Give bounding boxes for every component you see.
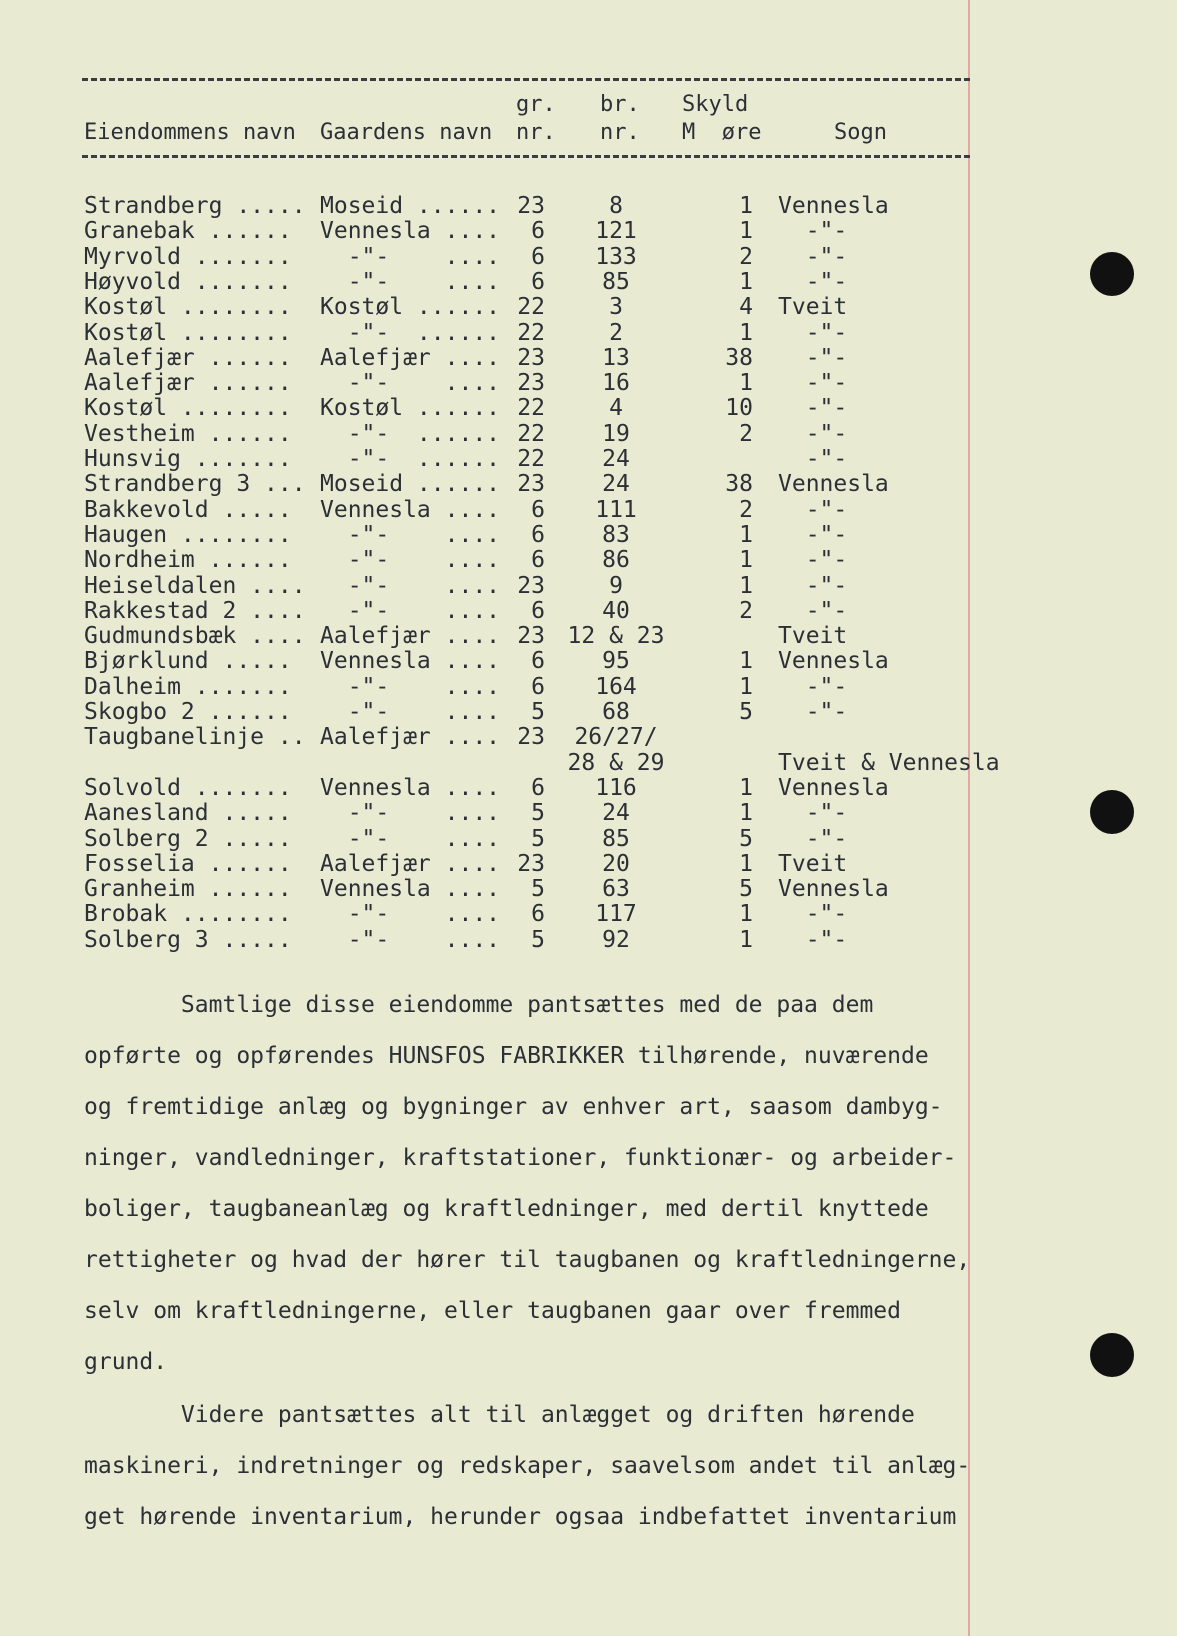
parish: -"- <box>778 673 848 700</box>
property-name: Strandberg ..... <box>84 193 306 219</box>
table-row <box>0 649 1177 674</box>
paragraph-line: maskineri, indretninger og redskaper, saavelsom andet til anlæg- <box>84 1453 971 1479</box>
gr-number: 22 <box>517 420 545 447</box>
table-row <box>0 270 1177 295</box>
br-number: 117 <box>595 901 637 928</box>
paragraph-line: rettigheter og hvad der hører til taugbanen og kraftledningerne, <box>84 1247 971 1273</box>
br-number: 111 <box>595 496 637 523</box>
gr-number: 6 <box>531 268 545 295</box>
gr-number: 22 <box>517 319 545 346</box>
skyld-value: 38 <box>725 471 753 498</box>
parish: -"- <box>778 547 848 574</box>
farm-name: Aalefjær .... <box>320 623 501 650</box>
skyld-value: 1 <box>739 901 753 928</box>
property-name: Rakkestad 2 .... <box>84 597 306 624</box>
gr-number: 6 <box>531 648 545 675</box>
gr-number: 22 <box>517 395 545 422</box>
property-name: Heiseldalen .... <box>84 572 306 599</box>
table-row <box>0 751 1177 776</box>
skyld-value: 2 <box>739 597 753 624</box>
gr-number: 6 <box>531 496 545 523</box>
skyld-value: 1 <box>739 547 753 574</box>
br-number: 164 <box>595 673 637 700</box>
br-number: 3 <box>609 294 623 321</box>
br-number: 28 & 29 <box>567 749 665 776</box>
farm-name: Kostøl ...... <box>320 294 501 321</box>
paragraph-line: grund. <box>84 1349 168 1375</box>
gr-number: 6 <box>531 774 545 801</box>
farm-name: Vennesla .... <box>320 774 501 801</box>
paragraph-2 <box>84 1390 974 1543</box>
farm-name: -"- .... <box>320 547 501 574</box>
farm-name: Aalefjær .... <box>320 850 501 877</box>
skyld-value: 2 <box>739 496 753 523</box>
parish: -"- <box>778 825 848 852</box>
header-sogn: Sogn <box>834 120 887 145</box>
br-number: 85 <box>602 825 630 852</box>
parish: -"- <box>778 800 848 827</box>
table-row <box>0 675 1177 700</box>
parish: -"- <box>778 572 848 599</box>
property-name: Vestheim ...... <box>84 420 292 447</box>
table-row <box>0 700 1177 725</box>
property-name: Myrvold ....... <box>84 243 292 270</box>
gr-number: 6 <box>531 901 545 928</box>
paragraph-line: get hørende inventarium, herunder ogsaa indbefattet inventarium <box>84 1504 957 1530</box>
property-name: Nordheim ...... <box>84 547 292 574</box>
skyld-value: 2 <box>739 420 753 447</box>
paragraph-line: selv om kraftledningerne, eller taugbanen gaar over fremmed <box>84 1298 901 1324</box>
farm-name: -"- .... <box>320 572 501 599</box>
punch-hole <box>1090 1333 1134 1377</box>
skyld-value: 1 <box>739 850 753 877</box>
parish: -"- <box>778 218 848 245</box>
gr-number: 5 <box>531 825 545 852</box>
parish: -"- <box>778 926 848 953</box>
parish: Tveit <box>778 623 848 650</box>
gr-number: 5 <box>531 926 545 953</box>
parish: Vennesla <box>778 471 889 498</box>
parish: -"- <box>778 699 848 725</box>
gr-number: 6 <box>531 597 545 624</box>
br-number: 4 <box>609 395 623 422</box>
parish: Vennesla <box>778 774 889 801</box>
paragraph-line: ninger, vandledninger, kraftstationer, funktionær- og arbeider- <box>84 1145 957 1171</box>
skyld-value: 5 <box>739 876 753 903</box>
header-eiendommens-navn: Eiendommens navn <box>84 120 296 145</box>
table-row <box>0 624 1177 649</box>
property-name: Brobak ........ <box>84 901 292 928</box>
skyld-value: 1 <box>739 673 753 700</box>
gr-number: 6 <box>531 521 545 548</box>
gr-number: 6 <box>531 243 545 270</box>
property-name: Dalheim ....... <box>84 673 292 700</box>
parish: -"- <box>778 496 848 523</box>
skyld-value: 1 <box>739 648 753 675</box>
br-number: 9 <box>609 572 623 599</box>
br-number: 13 <box>602 344 630 371</box>
property-name: Aalefjær ...... <box>84 344 292 371</box>
farm-name: -"- ...... <box>320 319 501 346</box>
parish: -"- <box>778 446 848 472</box>
property-name: Hunsvig ....... <box>84 446 292 472</box>
br-number: 8 <box>609 193 623 219</box>
parish: Tveit <box>778 850 848 877</box>
gr-number: 6 <box>531 547 545 574</box>
br-number: 95 <box>602 648 630 675</box>
br-number: 68 <box>602 699 630 725</box>
property-name: Granheim ...... <box>84 876 292 903</box>
farm-name: -"- .... <box>320 673 501 700</box>
header-gr-top: gr. <box>516 92 556 117</box>
farm-name: -"- .... <box>320 243 501 270</box>
br-number: 121 <box>595 218 637 245</box>
property-name: Aanesland ..... <box>84 800 292 827</box>
br-number: 40 <box>602 597 630 624</box>
property-name: Kostøl ........ <box>84 294 292 321</box>
farm-name: Vennesla .... <box>320 876 501 903</box>
top-rule <box>82 78 970 81</box>
br-number: 24 <box>602 800 630 827</box>
farm-name: Aalefjær .... <box>320 724 501 751</box>
parish: -"- <box>778 420 848 447</box>
table-row <box>0 776 1177 801</box>
header-skyld-top: Skyld <box>682 92 749 117</box>
skyld-value: 1 <box>739 218 753 245</box>
farm-name: -"- ...... <box>320 420 501 447</box>
farm-name: -"- .... <box>320 699 501 725</box>
table-row <box>0 219 1177 244</box>
skyld-value: 1 <box>739 370 753 397</box>
property-name: Gudmundsbæk .... <box>84 623 306 650</box>
farm-name: -"- ...... <box>320 446 501 472</box>
parish: Tveit & Vennesla <box>778 749 1000 776</box>
farm-name: -"- .... <box>320 597 501 624</box>
property-name: Aalefjær ...... <box>84 370 292 397</box>
br-number: 63 <box>602 876 630 903</box>
gr-number: 5 <box>531 800 545 827</box>
table-row <box>0 422 1177 447</box>
property-name: Taugbanelinje .. <box>84 724 306 751</box>
table-row <box>0 599 1177 624</box>
gr-number: 23 <box>517 344 545 371</box>
property-name: Skogbo 2 ...... <box>84 699 292 725</box>
table-row <box>0 447 1177 472</box>
farm-name: Kostøl ...... <box>320 395 501 422</box>
parish: -"- <box>778 370 848 397</box>
parish: -"- <box>778 901 848 928</box>
paragraph-line: Samtlige disse eiendomme pantsættes med de paa dem <box>84 992 874 1018</box>
skyld-value: 2 <box>739 243 753 270</box>
parish: -"- <box>778 268 848 295</box>
header-br-bottom: nr. <box>600 120 640 145</box>
gr-number: 5 <box>531 699 545 725</box>
paragraph-line: opførte og opførendes HUNSFOS FABRIKKER tilhørende, nuværende <box>84 1043 929 1069</box>
header-br-top: br. <box>600 92 640 117</box>
parish: -"- <box>778 319 848 346</box>
farm-name: -"- .... <box>320 268 501 295</box>
parish: -"- <box>778 597 848 624</box>
br-number: 24 <box>602 446 630 472</box>
parish: -"- <box>778 243 848 270</box>
skyld-value: 10 <box>725 395 753 422</box>
property-name: Granebak ...... <box>84 218 292 245</box>
parish: -"- <box>778 521 848 548</box>
table-row <box>0 194 1177 219</box>
br-number: 85 <box>602 268 630 295</box>
gr-number: 23 <box>517 724 545 751</box>
farm-name: Moseid ...... <box>320 193 501 219</box>
header-gr-bottom: nr. <box>516 120 556 145</box>
parish: Vennesla <box>778 876 889 903</box>
skyld-value: 5 <box>739 825 753 852</box>
gr-number: 23 <box>517 572 545 599</box>
br-number: 83 <box>602 521 630 548</box>
farm-name: -"- .... <box>320 521 501 548</box>
skyld-value: 1 <box>739 800 753 827</box>
table-row <box>0 852 1177 877</box>
gr-number: 6 <box>531 218 545 245</box>
br-number: 19 <box>602 420 630 447</box>
table-row <box>0 245 1177 270</box>
property-name: Fosselia ...... <box>84 850 292 877</box>
table-row <box>0 472 1177 497</box>
skyld-value: 1 <box>739 774 753 801</box>
gr-number: 23 <box>517 471 545 498</box>
table-row <box>0 877 1177 902</box>
gr-number: 23 <box>517 623 545 650</box>
parish: Tveit <box>778 294 848 321</box>
property-name: Haugen ........ <box>84 521 292 548</box>
paragraph-line: og fremtidige anlæg og bygninger av enhver art, saasom dambyg- <box>84 1094 943 1120</box>
paragraph-line: boliger, taugbaneanlæg og kraftledninger, med dertil knyttede <box>84 1196 929 1222</box>
skyld-value: 1 <box>739 268 753 295</box>
br-number: 16 <box>602 370 630 397</box>
br-number: 133 <box>595 243 637 270</box>
farm-name: Vennesla .... <box>320 648 501 675</box>
gr-number: 23 <box>517 370 545 397</box>
table-row <box>0 548 1177 573</box>
property-name: Solvold ....... <box>84 774 292 801</box>
br-number: 92 <box>602 926 630 953</box>
skyld-value: 4 <box>739 294 753 321</box>
skyld-value: 1 <box>739 521 753 548</box>
farm-name: Moseid ...... <box>320 471 501 498</box>
farm-name: Aalefjær .... <box>320 344 501 371</box>
header-gaardens-navn: Gaardens navn <box>320 120 493 145</box>
property-name: Bakkevold ..... <box>84 496 292 523</box>
parish: Vennesla <box>778 648 889 675</box>
gr-number: 22 <box>517 294 545 321</box>
property-name: Bjørklund ..... <box>84 648 292 675</box>
skyld-value: 1 <box>739 319 753 346</box>
farm-name: -"- .... <box>320 825 501 852</box>
skyld-value: 1 <box>739 926 753 953</box>
skyld-value: 5 <box>739 699 753 725</box>
table-row <box>0 523 1177 548</box>
table-row <box>0 725 1177 750</box>
paragraph-line: Videre pantsættes alt til anlægget og driften hørende <box>84 1402 915 1428</box>
br-number: 26/27/ <box>574 724 658 751</box>
br-number: 86 <box>602 547 630 574</box>
property-name: Kostøl ........ <box>84 319 292 346</box>
br-number: 116 <box>595 774 637 801</box>
farm-name: -"- .... <box>320 370 501 397</box>
gr-number: 23 <box>517 193 545 219</box>
table-row <box>0 902 1177 927</box>
farm-name: -"- .... <box>320 901 501 928</box>
table-row <box>0 371 1177 396</box>
property-name: Høyvold ....... <box>84 268 292 295</box>
skyld-value: 38 <box>725 344 753 371</box>
gr-number: 22 <box>517 446 545 472</box>
farm-name: -"- .... <box>320 800 501 827</box>
table-row <box>0 396 1177 421</box>
parish: Vennesla <box>778 193 889 219</box>
table-row <box>0 928 1177 953</box>
skyld-value: 1 <box>739 572 753 599</box>
br-number: 2 <box>609 319 623 346</box>
gr-number: 23 <box>517 850 545 877</box>
br-number: 12 & 23 <box>567 623 665 650</box>
farm-name: -"- .... <box>320 926 501 953</box>
br-number: 24 <box>602 471 630 498</box>
property-name: Solberg 3 ..... <box>84 926 292 953</box>
table-row <box>0 574 1177 599</box>
gr-number: 6 <box>531 673 545 700</box>
parish: -"- <box>778 344 848 371</box>
table-row <box>0 498 1177 523</box>
skyld-value: 1 <box>739 193 753 219</box>
property-name: Kostøl ........ <box>84 395 292 422</box>
parish: -"- <box>778 395 848 422</box>
header-skyld-bottom: M øre <box>682 120 762 145</box>
farm-name: Vennesla .... <box>320 496 501 523</box>
br-number: 20 <box>602 850 630 877</box>
paragraph-1 <box>84 980 974 1388</box>
table-row <box>0 827 1177 852</box>
table-row <box>0 295 1177 320</box>
header-rule <box>82 155 970 158</box>
farm-name: Vennesla .... <box>320 218 501 245</box>
gr-number: 5 <box>531 876 545 903</box>
property-name: Solberg 2 ..... <box>84 825 292 852</box>
table-row <box>0 321 1177 346</box>
table-row <box>0 801 1177 826</box>
property-name: Strandberg 3 ... <box>84 471 306 498</box>
table-row <box>0 346 1177 371</box>
